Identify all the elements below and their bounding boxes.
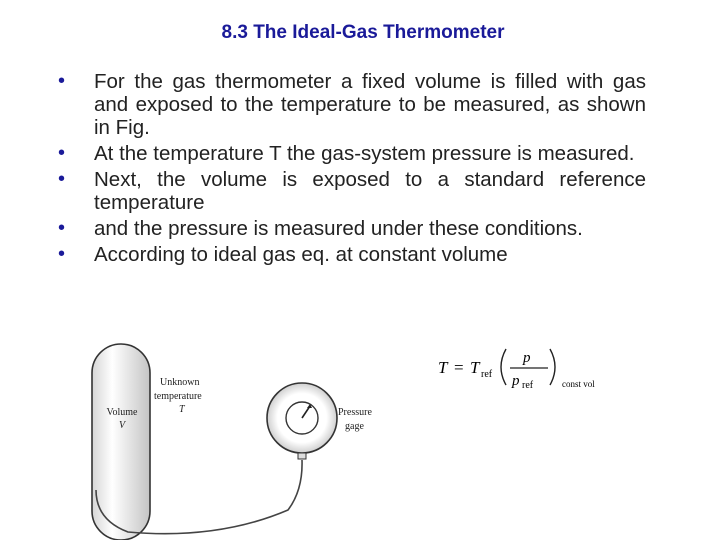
slide-title: 8.3 The Ideal-Gas Thermometer [221,22,505,43]
volume-label: Volume [106,407,138,418]
bullet-item [58,142,646,165]
bullet-item [58,217,646,240]
bullet-dot: • [58,142,66,164]
equation-tref-subscript: ref [481,369,493,380]
equation-denominator: p [512,373,520,389]
bullet-item [58,70,646,139]
gage-stem [298,453,306,459]
unknown-temperature-label: temperature [154,391,202,402]
equation-equals: = [454,358,464,377]
bullet-dot: • [58,70,66,92]
left-paren-icon [501,349,506,385]
bullet-list [58,70,646,269]
equation-const-vol-subscript: const vol [562,379,595,389]
bullet-text: Next, the volume is exposed to a standard reference temperature [94,168,646,214]
equation-numerator: p [523,350,531,366]
bullet-dot: • [58,243,66,265]
bullet-text: According to ideal gas eq. at constant volume [94,243,508,266]
pressure-gage-label: gage [345,421,364,432]
bullet-text: At the temperature T the gas-system pressure is measured. [94,142,635,165]
volume-symbol: V [118,420,126,431]
equation-denominator-subscript: ref [522,380,534,391]
unknown-temperature-label: Unknown [160,377,200,388]
bullet-text: and the pressure is measured under these conditions. [94,217,583,240]
bullet-dot: • [58,217,66,239]
bullet-item [58,168,646,214]
right-paren-icon [550,349,555,385]
equation-tref: T [470,358,480,377]
bullet-dot: • [58,168,66,190]
ideal-gas-equation [436,343,611,391]
unknown-temperature-symbol: T [179,404,185,415]
bullet-item [58,243,646,266]
bullet-text: For the gas thermometer a fixed volume is filled with gas and exposed to the temperature to be measured, as shown in Fig. [94,70,646,139]
gas-thermometer-figure [88,340,410,540]
pressure-gage-label: Pressure [338,407,372,418]
equation-lhs: T [438,358,448,377]
